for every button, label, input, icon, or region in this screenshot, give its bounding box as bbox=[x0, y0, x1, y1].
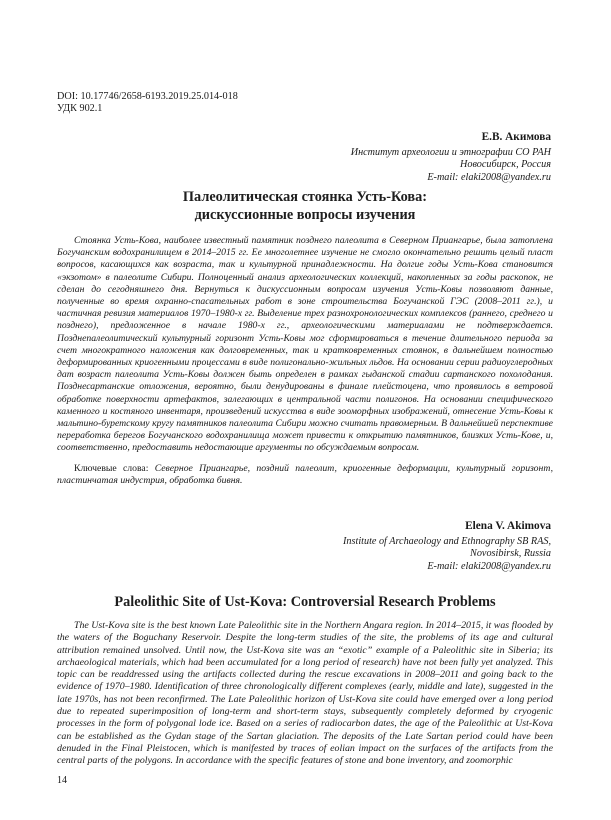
location-en: Novosibirsk, Russia bbox=[470, 548, 551, 560]
keywords-ru bbox=[57, 463, 553, 487]
article-meta bbox=[57, 91, 238, 115]
author-block-ru bbox=[351, 130, 551, 184]
keywords-label: Ключевые слова: bbox=[74, 463, 149, 474]
keywords-text: Северное Приангарье, поздний палеолит, криогенные деформации, культурный горизонт, пластинчатая индустрия, обработка бивня. bbox=[57, 463, 553, 487]
author-name-en: Elena V. Akimova bbox=[465, 520, 551, 532]
email-en: E-mail: elaki2008@yandex.ru bbox=[427, 560, 551, 572]
location-ru: Новосибирск, Россия bbox=[460, 159, 551, 171]
title-ru-line-1: Палеолитическая стоянка Усть-Кова: bbox=[182, 189, 428, 205]
article-title-ru bbox=[57, 188, 553, 224]
title-ru-line-2: дискуссионные вопросы изучения bbox=[194, 207, 416, 223]
article-title-en: Paleolithic Site of Ust-Kova: Controversial Research Problems bbox=[114, 594, 496, 610]
udc-code: УДК 902.1 bbox=[57, 103, 103, 114]
affiliation-en: Institute of Archaeology and Ethnography SB RAS, bbox=[343, 536, 551, 547]
author-block-en bbox=[343, 519, 551, 573]
affiliation-ru: Институт археологии и этнографии СО РАН bbox=[350, 147, 551, 158]
author-name-ru: Е.В. Акимова bbox=[481, 131, 551, 143]
page-number: 14 bbox=[57, 775, 67, 786]
doi: DOI: 10.17746/2658-6193.2019.25.014-018 bbox=[57, 91, 238, 102]
abstract-en: The Ust-Kova site is the best known Late Paleolithic site in the Northern Angara region. In 2014–2015, it was flooded by the waters of the Boguchany Reservoir. Despite the long-term studies of the site, the problems of its age and cultural attribution remained unsolved. Until now, the Ust-Kova site was an “exotic” example of a Paleolithic site in Siberia; its archaeological materials, which had been accumulated for a long period of research) have not been fully yet analyzed. This topic can be readdressed using the artifacts collected during the rescue excavations in 2008–2011 and going back to the evidence of 1970–1980. Identification of three chronologically different complexes (early, middle and late), suggested in the late 1970s, has not been reconfirmed. The Late Paleolithic horizon of Ust-Kova site could have emerged over a long period due to repeated superimposition of long-term and short-term stays, subsequently completely deformed by cryogenic processes in the form of polygonal lode ice. Based on a series of radiocarbon dates, the age of the Paleolithic at Ust-Kova can be established as the Gydan stage of the Sartan glaciation. The deposits of the Late Sartan period could have been denuded in the Final Pleistocen, which is manifested by traces of eolian impact on the surfaces of the artifacts from the central parts of the polygons. In accordance with the specific features of stone and bone inventory, and zoomorphic bbox=[57, 620, 553, 767]
journal-page bbox=[57, 0, 553, 820]
abstract-ru: Стоянка Усть-Кова, наиболее известный памятник позднего палеолита в Северном Приангарье, была затоплена Богучанским водохранилищем в 2014–2015 гг. Ее многолетнее изучение не смогло окончательно решить целый пласт вопросов, касающихся как возраста, так и культурной принадлежности. На долгие годы Усть-Кова становится «экзотом» в палеолите Сибири. Полноценный анализ археологических коллекций, накопленных за годы раскопок, не сделан до сегодняшнего дня. Вернуться к дискуссионным вопросам изучения Усть-Ковы позволяют данные, полученные во время охранно-спасательных работ в зоне строительства Богучанской ГЭС (2008–2011 гг.), и частичная ревизия материалов 1970–1980-х гг. Выделение трех разнохронологических комплексов (раннего, среднего и позднего), предложенное в начале 1980-х гг., археологическими материалами не подтверждается. Позднепалеолитический культурный горизонт Усть-Ковы мог сформироваться в течение длительного периода за счет многократного наложения как долговременных, так и кратковременных стоянок, в дальнейшем полностью деформированных криогенными процессами в виде полигонально-жильных льдов. На основании серии радиоуглеродных дат возраст палеолита Усть-Ковы должен быть определен в рамках гыданской стадии сартанского похолодания. Позднесартанские отложения, вероятно, были денудированы в финале плейстоцена, что проявилось в ветровой обработке поверхности артефактов, залегающих в центральной части полигонов. На основании специфического каменного и костяного инвентаря, произведений искусства в виде зооморфных изображений, отнесение Усть-Ковы к мальтино-буретскому кругу памятников палеолита Сибири можно считать правомерным. В дальнейшей перспективе переработка берегов Богучанского водохранилища может привести к открытию памятников, близких Усть-Кове, и, соответственно, предоставить недостающие аргументы по обсуждаемым вопросам. bbox=[57, 235, 553, 454]
email-ru: E-mail: elaki2008@yandex.ru bbox=[427, 171, 551, 183]
